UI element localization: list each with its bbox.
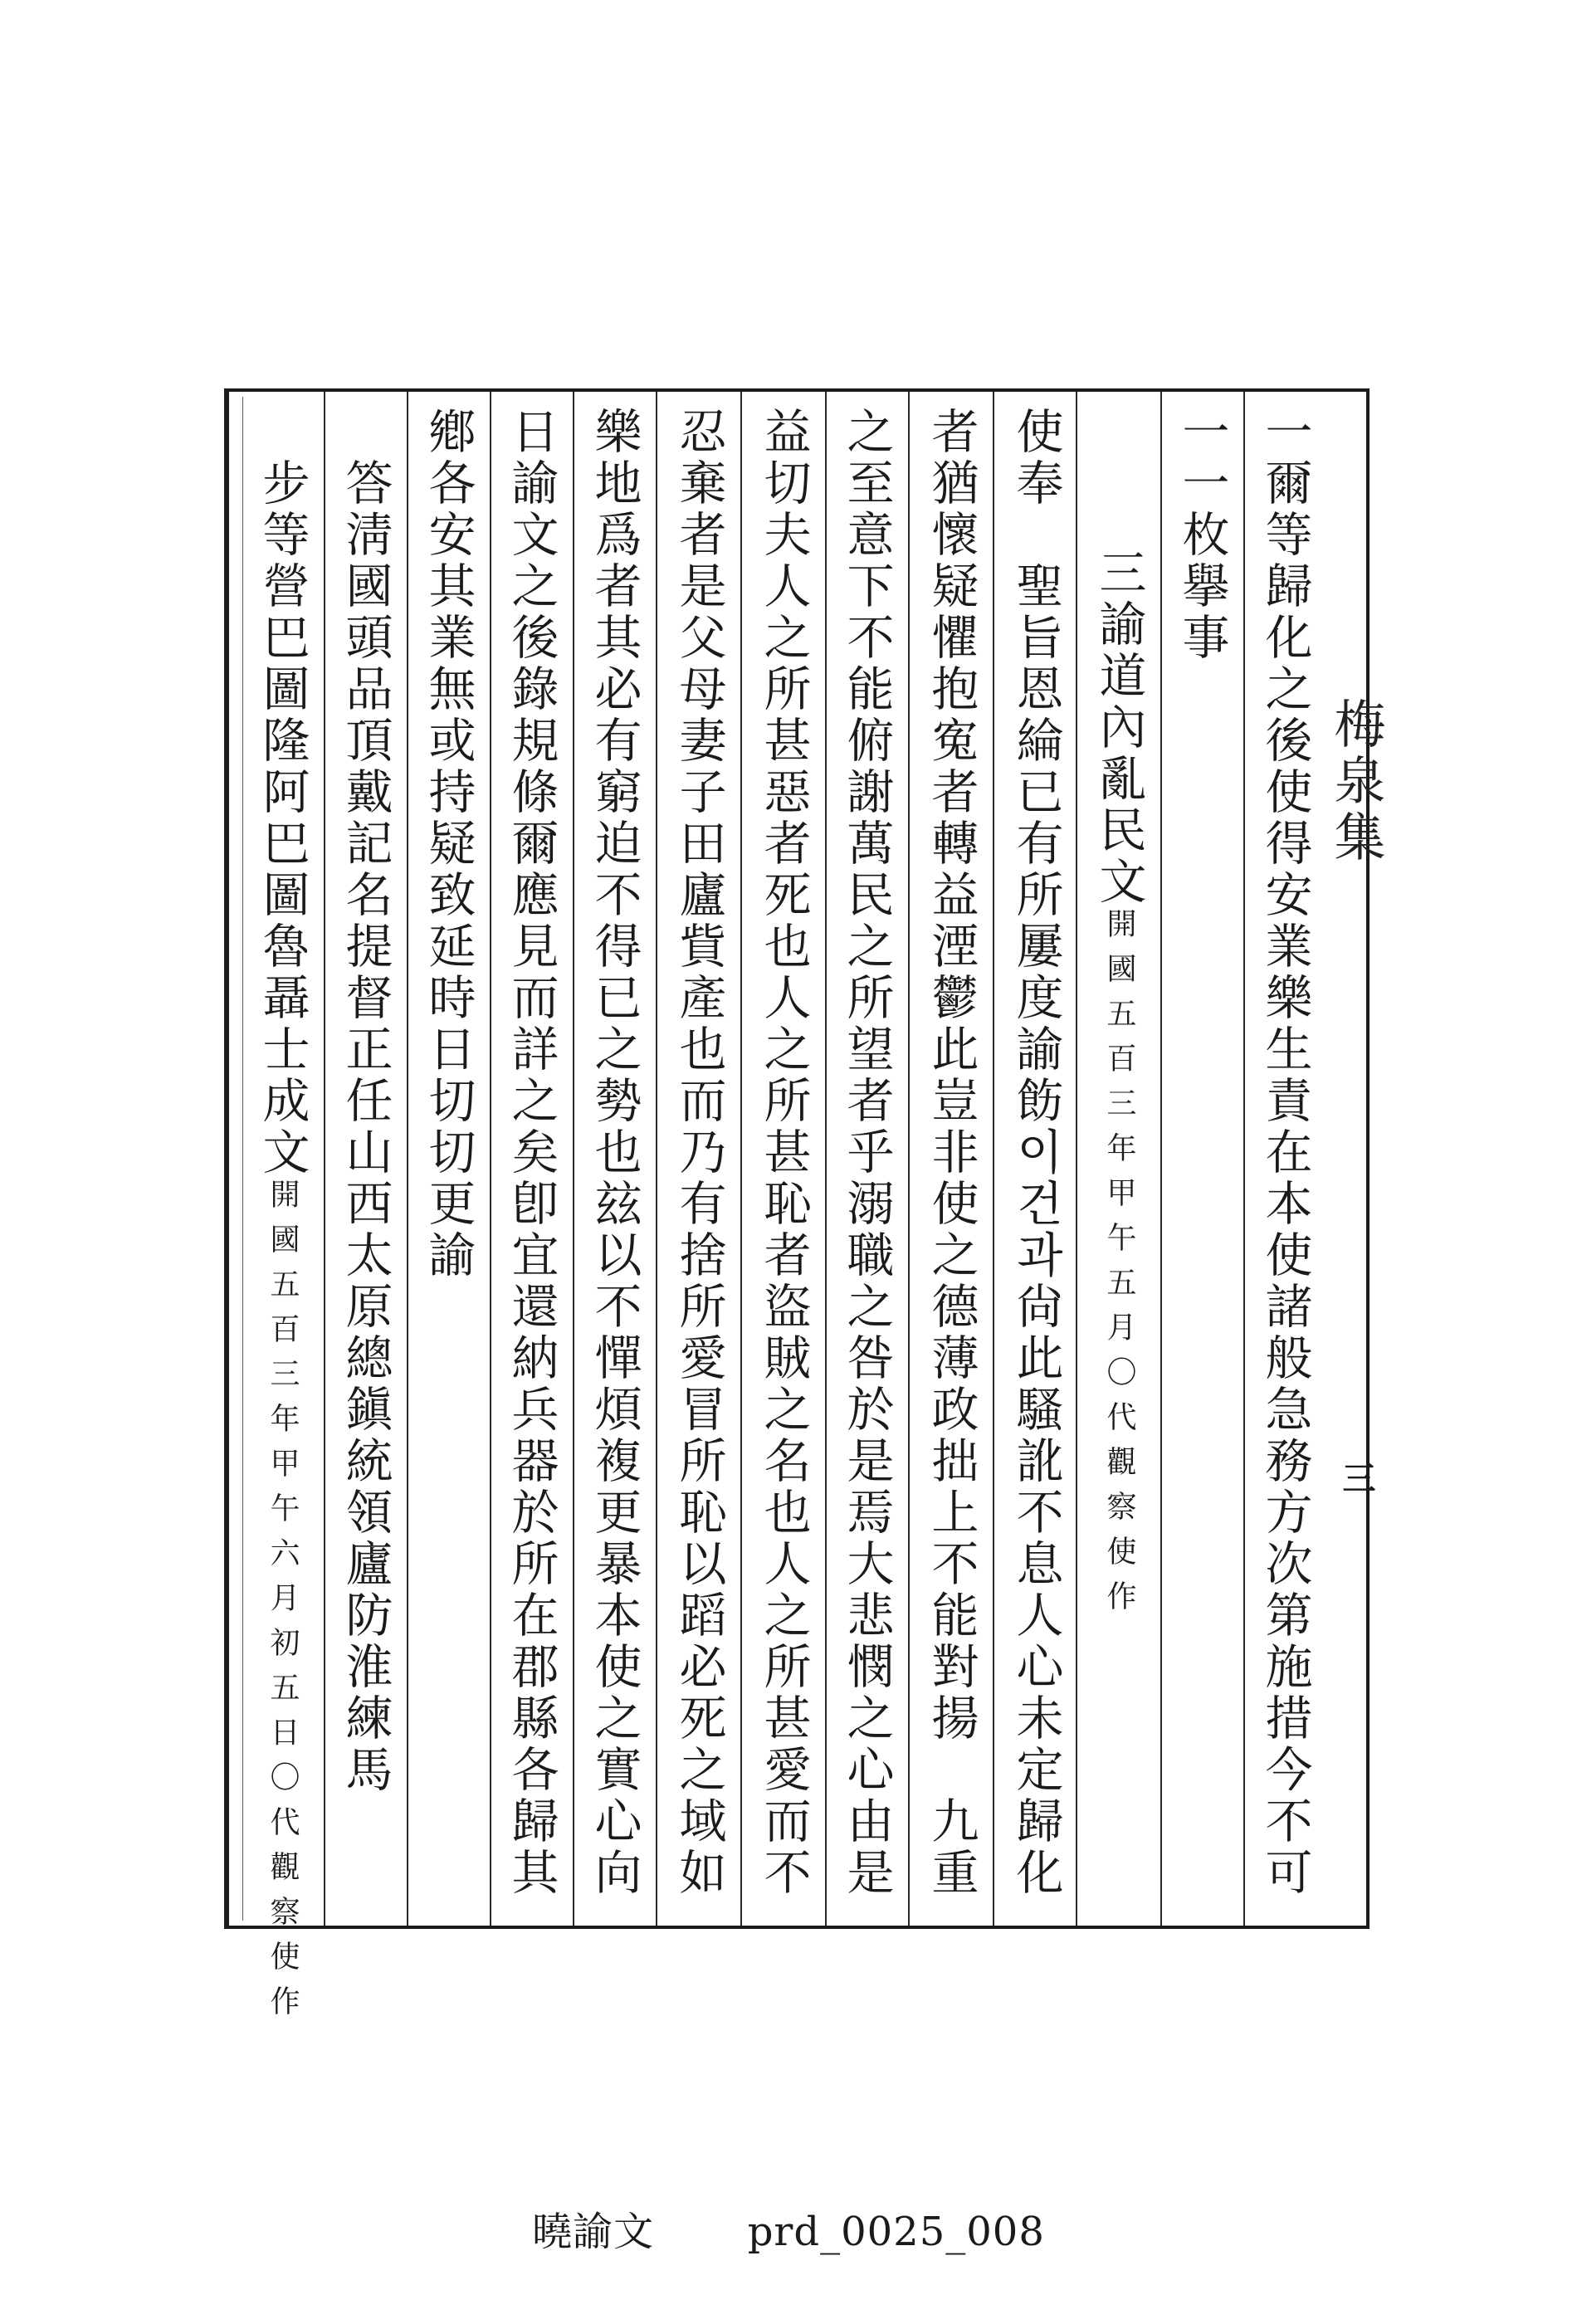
column-text: 鄕各安其業無或持疑致延時日切切更諭 bbox=[421, 407, 476, 1282]
column-text: 一爾等歸化之後使得安業樂生責在本使諸般急務方次第施措今不可 bbox=[1257, 407, 1312, 1899]
text-column bbox=[659, 407, 739, 1899]
column-note: 開國五百三年甲午五月〇代觀察使作 bbox=[1102, 908, 1136, 1625]
footer-title: 曉諭文 bbox=[532, 2209, 655, 2255]
column-rule bbox=[656, 392, 657, 1926]
column-text: 一一枚擧事 bbox=[1174, 407, 1229, 664]
column-text: 步等營巴圖隆阿巴圖魯聶士成文 bbox=[255, 407, 310, 1179]
column-text: 答淸國頭品頂戴記名提督正任山西太原總鎭統領廬防淮練馬 bbox=[338, 407, 393, 1796]
column-text: 三諭道內亂民文 bbox=[1091, 548, 1146, 908]
text-column bbox=[827, 407, 906, 1899]
text-column bbox=[1079, 548, 1159, 1625]
text-column bbox=[1245, 407, 1325, 1899]
text-column bbox=[1162, 407, 1242, 664]
column-rule bbox=[740, 392, 742, 1926]
column-text: 樂地爲者其必有窮迫不得已之勢也玆以不憚煩複更暴本使之實心向 bbox=[587, 407, 642, 1899]
column-text: 者猶懷疑懼抱寃者轉益湮鬱此豈非使之德薄政拙上不能對揚 九重 bbox=[924, 407, 979, 1899]
text-column bbox=[911, 407, 991, 1899]
column-rule bbox=[993, 392, 994, 1926]
column-text: 之至意下不能俯謝萬民之所望者乎溺職之咎於是焉大悲憫之心由是 bbox=[839, 407, 894, 1899]
text-column bbox=[325, 407, 405, 1796]
column-text: 日諭文之後錄規條爾應見而詳之矣卽宜還納兵器於所在郡縣各歸其 bbox=[504, 407, 559, 1899]
column-text: 使奉 聖旨恩綸已有所屢度諭飭이건과尙此騷訛不息人心未定歸化 bbox=[1008, 407, 1063, 1899]
column-text: 忍棄者是父母妻子田廬貲產也而乃有捨所愛冒所恥以蹈必死之域如 bbox=[671, 407, 726, 1899]
text-column bbox=[996, 407, 1076, 1899]
text-column bbox=[744, 407, 823, 1899]
text-column bbox=[574, 407, 654, 1899]
footer-code: prd_0025_008 bbox=[747, 2209, 1045, 2255]
column-text: 益切夫人之所甚惡者死也人之所甚恥者盜賊之名也人之所甚愛而不 bbox=[756, 407, 811, 1899]
folio-number: 三 bbox=[1337, 1461, 1376, 1494]
page-footer bbox=[0, 2200, 1577, 2257]
column-rule bbox=[908, 392, 910, 1926]
margin-book-title: 梅泉集 bbox=[1326, 697, 1386, 867]
column-note: 開國五百三年甲午六月初五日〇代觀察使作 bbox=[266, 1179, 300, 2030]
column-rule bbox=[1076, 392, 1077, 1926]
text-column bbox=[408, 407, 488, 1282]
text-column bbox=[491, 407, 571, 1899]
text-column bbox=[242, 407, 322, 2030]
